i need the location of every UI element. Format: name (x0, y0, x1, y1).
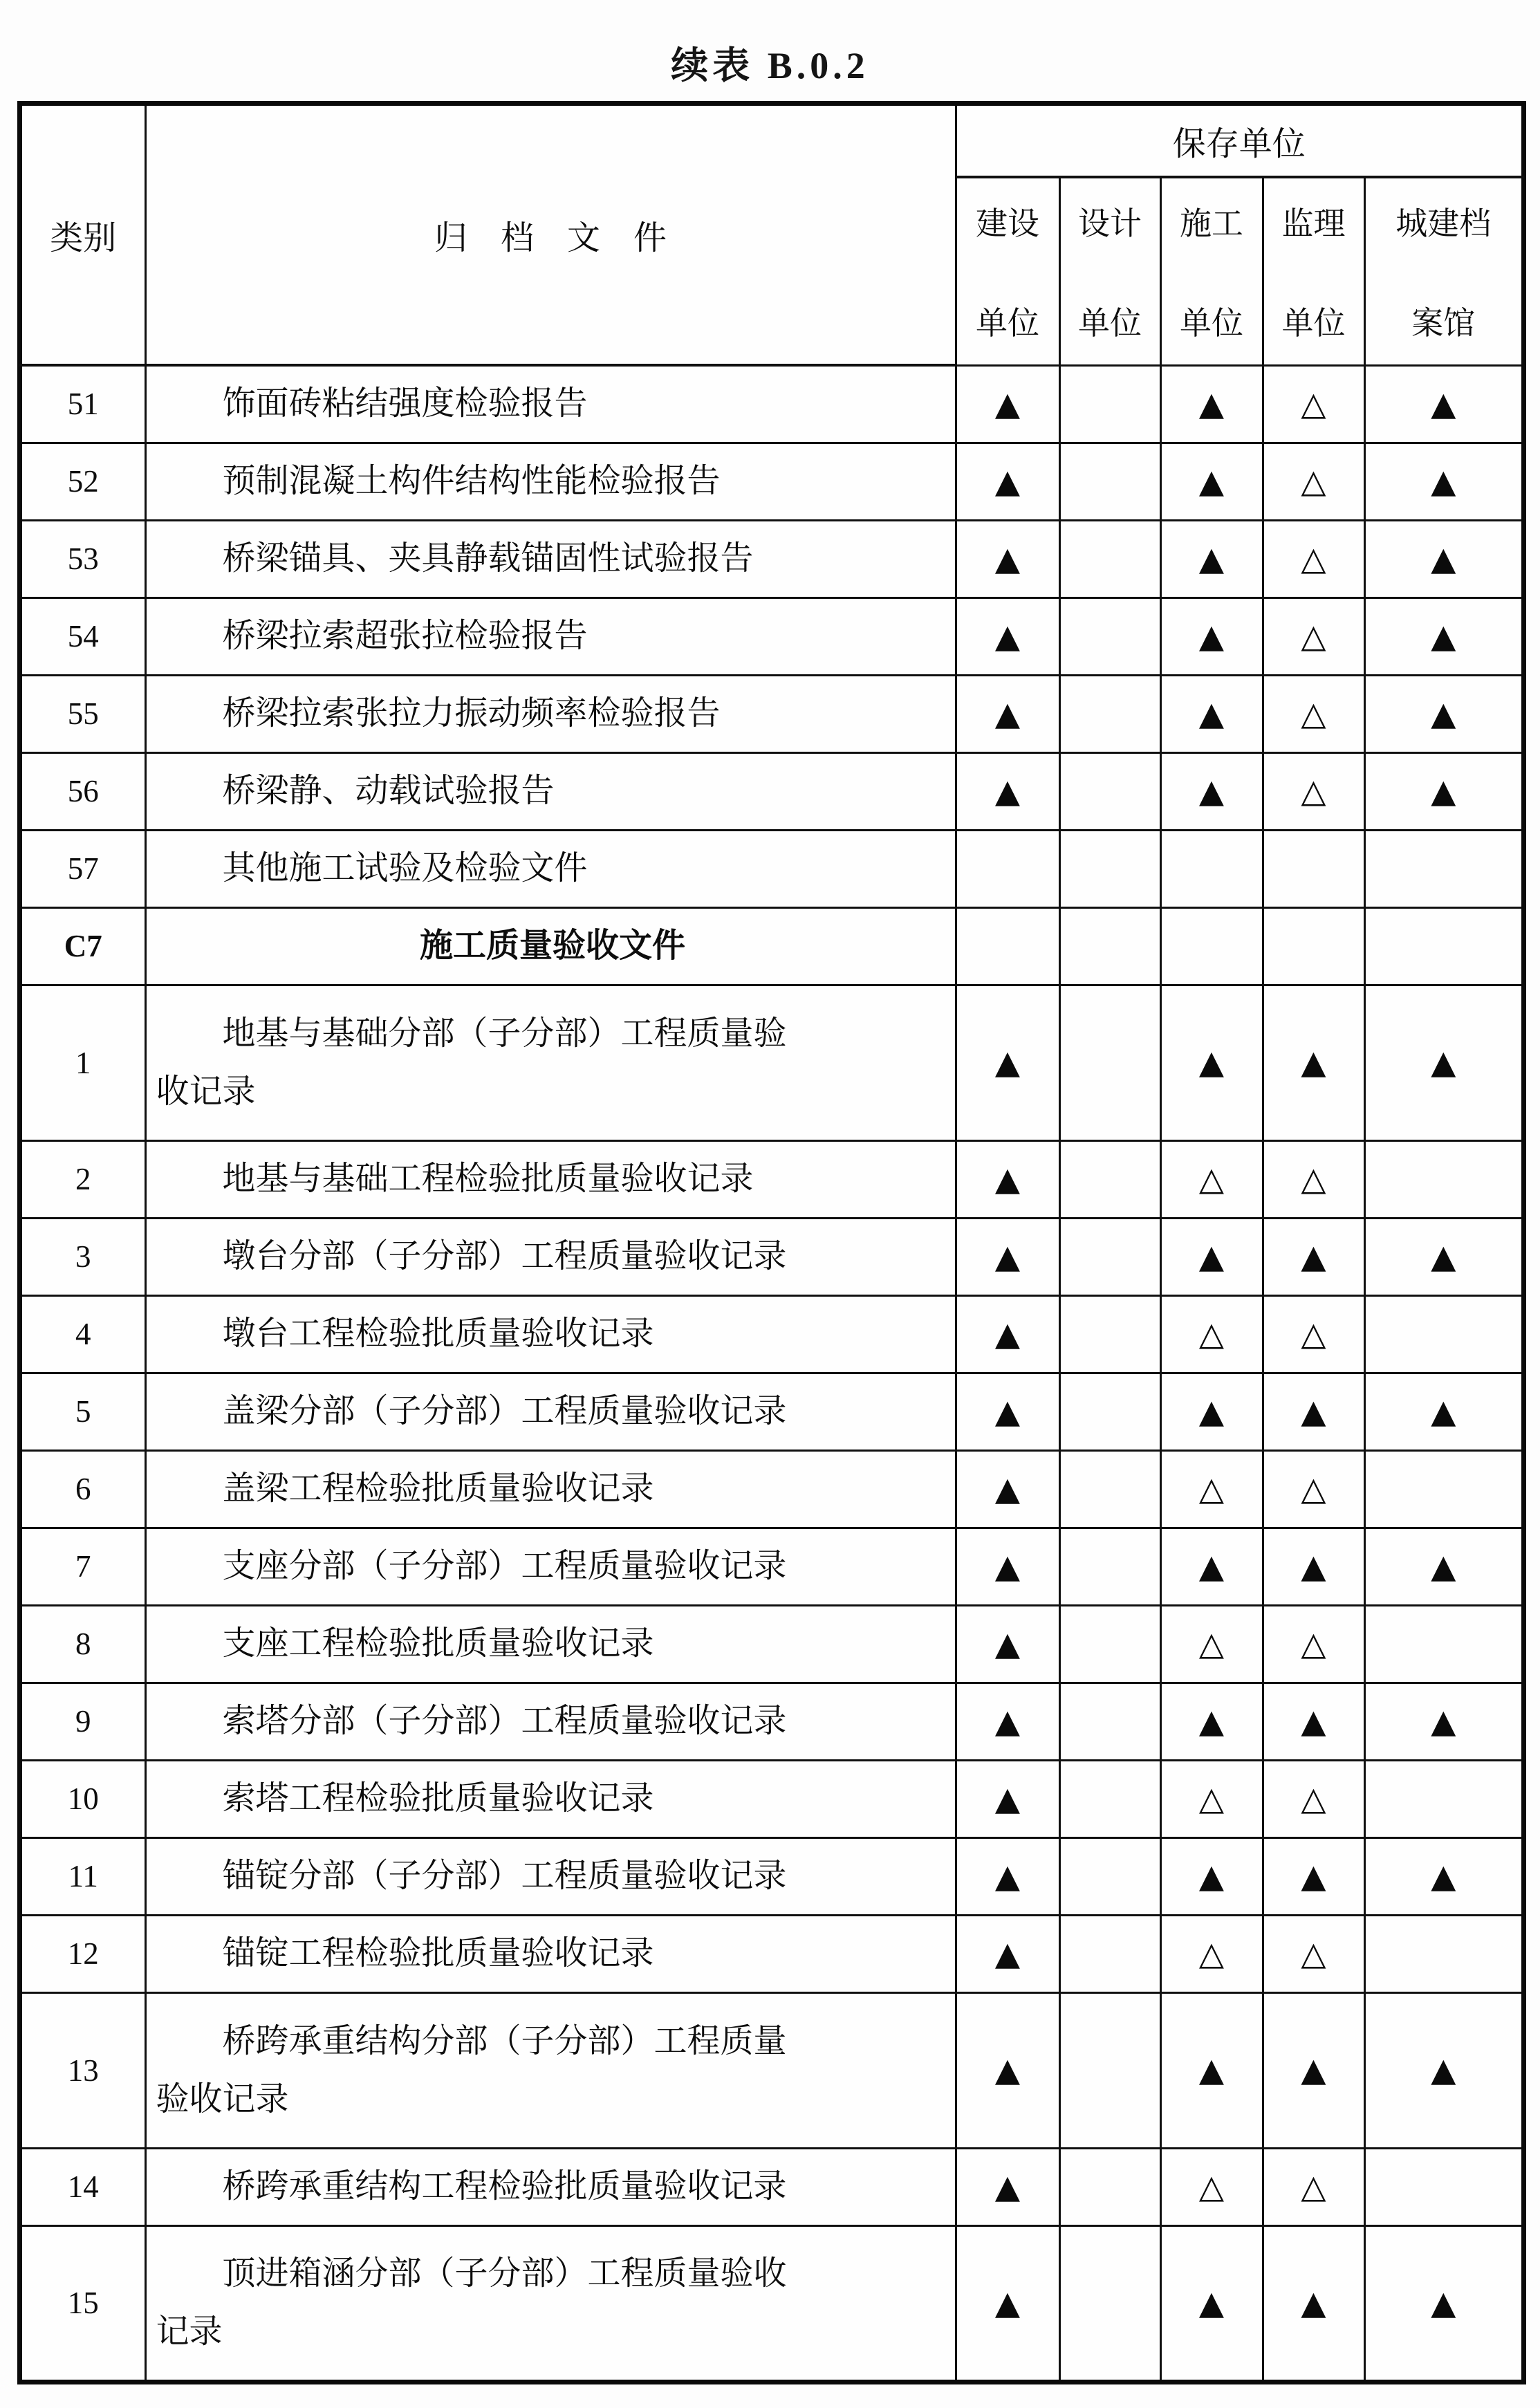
row-number: 54 (21, 598, 145, 675)
mark-contractor-unit: ▲ (1160, 985, 1263, 1140)
mark-construction-unit: ▲ (956, 1837, 1059, 1915)
document-name (145, 675, 956, 752)
doc-line: 盖梁分部（子分部）工程质量验收记录 (222, 1393, 787, 1429)
mark-contractor-unit: △ (1160, 1915, 1263, 1992)
table-row (21, 675, 1523, 752)
doc-line: 桥梁拉索超张拉检验报告 (222, 618, 588, 654)
header-unit-line: 设计 (1078, 206, 1142, 242)
mark-urban-archive (1364, 830, 1523, 907)
document-name (145, 985, 956, 1140)
mark-contractor-unit: ▲ (1160, 365, 1263, 443)
row-number: 3 (21, 1218, 145, 1295)
mark-supervision-unit: △ (1263, 1760, 1364, 1837)
doc-line: 其他施工试验及检验文件 (222, 850, 588, 887)
mark-urban-archive: ▲ (1364, 520, 1523, 598)
row-number: 51 (21, 365, 145, 443)
mark-construction-unit (956, 830, 1059, 907)
header-unit-line: 建设 (976, 206, 1039, 242)
mark-construction-unit: ▲ (956, 675, 1059, 752)
table-row (21, 907, 1523, 985)
header-unit-design (1059, 177, 1160, 365)
document-name (145, 1295, 956, 1373)
header-unit-line: 监理 (1281, 206, 1346, 242)
page-title: 续表 B.0.2 (671, 45, 869, 86)
mark-contractor-unit: ▲ (1160, 443, 1263, 520)
mark-contractor-unit: ▲ (1160, 2225, 1263, 2381)
archive-table (19, 103, 1524, 2382)
row-number: 14 (21, 2148, 145, 2225)
mark-construction-unit: ▲ (956, 1915, 1059, 1992)
mark-contractor-unit: ▲ (1160, 1992, 1263, 2148)
row-number: 10 (21, 1760, 145, 1837)
header-unit-line: 单位 (1180, 306, 1243, 342)
table-row (21, 1683, 1523, 1760)
document-name (145, 1605, 956, 1683)
header-unit-line: 单位 (1281, 306, 1346, 342)
mark-design-unit (1059, 2225, 1160, 2381)
mark-supervision-unit (1263, 830, 1364, 907)
document-name (145, 1528, 956, 1605)
row-number: 57 (21, 830, 145, 907)
doc-line: 记录 (156, 2313, 223, 2351)
mark-contractor-unit: ▲ (1160, 1528, 1263, 1605)
mark-design-unit (1059, 520, 1160, 598)
row-number: 56 (21, 752, 145, 830)
mark-supervision-unit: △ (1263, 752, 1364, 830)
mark-construction-unit: ▲ (956, 1295, 1059, 1373)
document-name (145, 520, 956, 598)
doc-line: 索塔分部（子分部）工程质量验收记录 (222, 1703, 787, 1739)
mark-supervision-unit (1263, 907, 1364, 985)
mark-supervision-unit: ▲ (1263, 1218, 1364, 1295)
table-row (21, 830, 1523, 907)
mark-urban-archive: ▲ (1364, 1218, 1523, 1295)
mark-design-unit (1059, 1915, 1160, 1992)
mark-urban-archive: ▲ (1364, 598, 1523, 675)
mark-construction-unit: ▲ (956, 1218, 1059, 1295)
document-name (145, 598, 956, 675)
mark-contractor-unit: ▲ (1160, 1218, 1263, 1295)
document-name (145, 2148, 956, 2225)
mark-urban-archive (1364, 1915, 1523, 1992)
mark-construction-unit: ▲ (956, 1605, 1059, 1683)
row-number: 8 (21, 1605, 145, 1683)
doc-line: 锚锭工程检验批质量验收记录 (222, 1935, 654, 1972)
row-number: 6 (21, 1450, 145, 1528)
mark-construction-unit: ▲ (956, 443, 1059, 520)
table-body (21, 365, 1523, 2381)
document-name (145, 1760, 956, 1837)
table-row (21, 598, 1523, 675)
mark-urban-archive: ▲ (1364, 1992, 1523, 2148)
doc-line: 锚锭分部（子分部）工程质量验收记录 (222, 1858, 787, 1894)
mark-construction-unit: ▲ (956, 1760, 1059, 1837)
doc-line: 预制混凝土构件结构性能检验报告 (222, 463, 721, 499)
mark-construction-unit: ▲ (956, 2225, 1059, 2381)
row-number: 52 (21, 443, 145, 520)
mark-urban-archive: ▲ (1364, 752, 1523, 830)
row-number: 9 (21, 1683, 145, 1760)
header-unit-line: 单位 (1078, 306, 1142, 342)
mark-supervision-unit: △ (1263, 520, 1364, 598)
mark-design-unit (1059, 1450, 1160, 1528)
document-name (145, 1992, 956, 2148)
doc-line: 验收记录 (156, 2080, 289, 2118)
row-number: 55 (21, 675, 145, 752)
table-row (21, 2225, 1523, 2381)
mark-construction-unit: ▲ (956, 1528, 1059, 1605)
mark-contractor-unit: △ (1160, 1295, 1263, 1373)
mark-urban-archive (1364, 1295, 1523, 1373)
table-row (21, 1992, 1523, 2148)
table-row (21, 1760, 1523, 1837)
mark-design-unit (1059, 1373, 1160, 1450)
table-row (21, 520, 1523, 598)
mark-construction-unit: ▲ (956, 365, 1059, 443)
document-name (145, 1140, 956, 1218)
mark-design-unit (1059, 1605, 1160, 1683)
mark-design-unit (1059, 443, 1160, 520)
header-unit-urban-archive (1364, 177, 1523, 365)
document-name (145, 1218, 956, 1295)
mark-contractor-unit: △ (1160, 1760, 1263, 1837)
mark-supervision-unit: △ (1263, 1605, 1364, 1683)
mark-urban-archive (1364, 2148, 1523, 2225)
header-category: 类别 (21, 104, 145, 365)
table-row (21, 1915, 1523, 1992)
doc-line: 墩台分部（子分部）工程质量验收记录 (222, 1238, 787, 1275)
document-name (145, 907, 956, 985)
document-name (145, 752, 956, 830)
mark-construction-unit: ▲ (956, 598, 1059, 675)
mark-construction-unit: ▲ (956, 520, 1059, 598)
mark-design-unit (1059, 752, 1160, 830)
mark-supervision-unit: ▲ (1263, 985, 1364, 1140)
mark-supervision-unit: ▲ (1263, 2225, 1364, 2381)
table-row (21, 1605, 1523, 1683)
mark-construction-unit: ▲ (956, 1683, 1059, 1760)
mark-supervision-unit: ▲ (1263, 1992, 1364, 2148)
header-unit-line: 施工 (1180, 206, 1243, 242)
row-number: 2 (21, 1140, 145, 1218)
doc-line: 支座分部（子分部）工程质量验收记录 (222, 1548, 787, 1584)
mark-urban-archive: ▲ (1364, 675, 1523, 752)
mark-design-unit (1059, 1683, 1160, 1760)
mark-urban-archive: ▲ (1364, 985, 1523, 1140)
table-row (21, 1528, 1523, 1605)
mark-supervision-unit: △ (1263, 675, 1364, 752)
document-name (145, 1373, 956, 1450)
doc-line: 桥跨承重结构工程检验批质量验收记录 (222, 2168, 787, 2205)
header-unit-line: 案馆 (1411, 306, 1476, 342)
doc-line: 索塔工程检验批质量验收记录 (222, 1780, 654, 1817)
mark-contractor-unit: △ (1160, 1450, 1263, 1528)
mark-design-unit (1059, 598, 1160, 675)
table-header (21, 104, 1523, 365)
mark-supervision-unit: ▲ (1263, 1683, 1364, 1760)
mark-supervision-unit: ▲ (1263, 1373, 1364, 1450)
row-number: 1 (21, 985, 145, 1140)
document-name (145, 1683, 956, 1760)
doc-line: 地基与基础工程检验批质量验收记录 (222, 1160, 754, 1197)
mark-contractor-unit: ▲ (1160, 1373, 1263, 1450)
header-row-group (21, 104, 1523, 177)
row-number: 7 (21, 1528, 145, 1605)
mark-supervision-unit: △ (1263, 1450, 1364, 1528)
mark-design-unit (1059, 907, 1160, 985)
doc-line: 施工质量验收文件 (419, 927, 685, 964)
mark-urban-archive: ▲ (1364, 1528, 1523, 1605)
row-number: 13 (21, 1992, 145, 2148)
table-row (21, 443, 1523, 520)
row-number: 5 (21, 1373, 145, 1450)
table-row (21, 985, 1523, 1140)
header-unit-line: 城建档 (1395, 206, 1492, 242)
mark-design-unit (1059, 1528, 1160, 1605)
mark-design-unit (1059, 675, 1160, 752)
table-row (21, 365, 1523, 443)
header-unit-construction (956, 177, 1059, 365)
header-storage-group: 保存单位 (956, 104, 1523, 177)
mark-design-unit (1059, 365, 1160, 443)
doc-line: 桥梁拉索张拉力振动频率检验报告 (222, 695, 721, 732)
table-row (21, 2148, 1523, 2225)
row-number: 11 (21, 1837, 145, 1915)
mark-design-unit (1059, 1295, 1160, 1373)
table-row (21, 1373, 1523, 1450)
table-row (21, 752, 1523, 830)
doc-line: 顶进箱涵分部（子分部）工程质量验收 (222, 2255, 787, 2293)
doc-line: 地基与基础分部（子分部）工程质量验 (222, 1015, 787, 1052)
doc-line: 桥梁静、动载试验报告 (222, 772, 555, 809)
mark-urban-archive (1364, 907, 1523, 985)
mark-design-unit (1059, 2148, 1160, 2225)
row-number: 12 (21, 1915, 145, 1992)
table-row (21, 1837, 1523, 1915)
header-unit-supervision (1263, 177, 1364, 365)
mark-supervision-unit: ▲ (1263, 1837, 1364, 1915)
table-row (21, 1218, 1523, 1295)
mark-contractor-unit: ▲ (1160, 598, 1263, 675)
mark-construction-unit: ▲ (956, 1992, 1059, 2148)
mark-contractor-unit (1160, 830, 1263, 907)
mark-urban-archive: ▲ (1364, 2225, 1523, 2381)
mark-contractor-unit: ▲ (1160, 752, 1263, 830)
mark-urban-archive: ▲ (1364, 1683, 1523, 1760)
mark-supervision-unit: △ (1263, 2148, 1364, 2225)
mark-design-unit (1059, 985, 1160, 1140)
document-name (145, 1450, 956, 1528)
document-name (145, 443, 956, 520)
mark-design-unit (1059, 1140, 1160, 1218)
header-unit-contractor (1160, 177, 1263, 365)
mark-construction-unit (956, 907, 1059, 985)
mark-design-unit (1059, 1760, 1160, 1837)
mark-supervision-unit: △ (1263, 1915, 1364, 1992)
mark-construction-unit: ▲ (956, 2148, 1059, 2225)
mark-supervision-unit: △ (1263, 443, 1364, 520)
mark-contractor-unit: △ (1160, 2148, 1263, 2225)
mark-contractor-unit: ▲ (1160, 520, 1263, 598)
mark-supervision-unit: △ (1263, 365, 1364, 443)
mark-design-unit (1059, 1837, 1160, 1915)
document-name (145, 1915, 956, 1992)
table-row (21, 1295, 1523, 1373)
header-document: 归 档 文 件 (145, 104, 956, 365)
mark-contractor-unit: △ (1160, 1605, 1263, 1683)
doc-line: 收记录 (156, 1073, 256, 1110)
row-number: 15 (21, 2225, 145, 2381)
mark-construction-unit: ▲ (956, 985, 1059, 1140)
doc-line: 盖梁工程检验批质量验收记录 (222, 1470, 654, 1507)
document-name (145, 1837, 956, 1915)
mark-construction-unit: ▲ (956, 752, 1059, 830)
row-number: C7 (21, 907, 145, 985)
mark-contractor-unit: ▲ (1160, 1837, 1263, 1915)
doc-line: 桥梁锚具、夹具静载锚固性试验报告 (222, 540, 754, 577)
mark-design-unit (1059, 830, 1160, 907)
table-row (21, 1450, 1523, 1528)
mark-contractor-unit: ▲ (1160, 1683, 1263, 1760)
table-row (21, 1140, 1523, 1218)
mark-contractor-unit (1160, 907, 1263, 985)
mark-urban-archive (1364, 1605, 1523, 1683)
mark-urban-archive: ▲ (1364, 1373, 1523, 1450)
mark-urban-archive: ▲ (1364, 365, 1523, 443)
mark-urban-archive (1364, 1450, 1523, 1528)
header-unit-line: 单位 (976, 306, 1039, 342)
document-name (145, 830, 956, 907)
doc-line: 墩台工程检验批质量验收记录 (222, 1315, 654, 1352)
mark-supervision-unit: △ (1263, 1140, 1364, 1218)
mark-construction-unit: ▲ (956, 1373, 1059, 1450)
mark-supervision-unit: ▲ (1263, 1528, 1364, 1605)
mark-urban-archive: ▲ (1364, 443, 1523, 520)
mark-construction-unit: ▲ (956, 1450, 1059, 1528)
row-number: 4 (21, 1295, 145, 1373)
mark-urban-archive (1364, 1760, 1523, 1837)
doc-line: 饰面砖粘结强度检验报告 (222, 385, 588, 423)
doc-line: 桥跨承重结构分部（子分部）工程质量 (222, 2022, 787, 2059)
document-name (145, 2225, 956, 2381)
doc-line: 支座工程检验批质量验收记录 (222, 1625, 654, 1662)
mark-design-unit (1059, 1218, 1160, 1295)
mark-urban-archive: ▲ (1364, 1837, 1523, 1915)
mark-design-unit (1059, 1992, 1160, 2148)
mark-supervision-unit: △ (1263, 1295, 1364, 1373)
mark-urban-archive (1364, 1140, 1523, 1218)
row-number: 53 (21, 520, 145, 598)
mark-contractor-unit: △ (1160, 1140, 1263, 1218)
document-name (145, 365, 956, 443)
mark-contractor-unit: ▲ (1160, 675, 1263, 752)
mark-construction-unit: ▲ (956, 1140, 1059, 1218)
mark-supervision-unit: △ (1263, 598, 1364, 675)
